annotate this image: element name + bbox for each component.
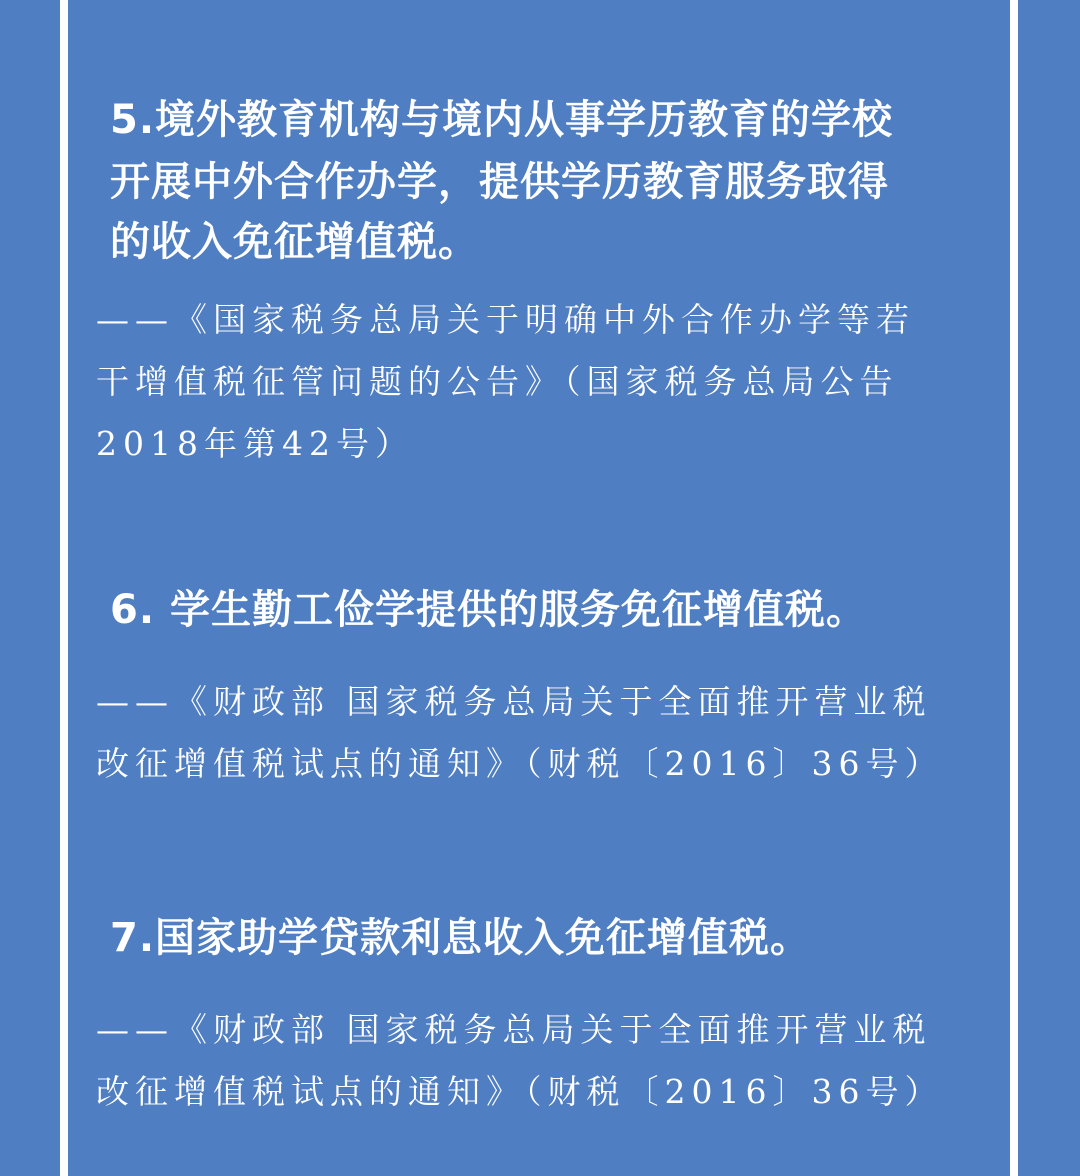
item-6-heading-line-1: 6. 学生勤工俭学提供的服务免征增值税。 (110, 587, 867, 633)
item-7-source-line-2: 改征增值税试点的通知》（财税〔2016〕36号） (96, 1072, 944, 1111)
item-5-source-line-1: ——《国家税务总局关于明确中外合作办学等若 (96, 300, 915, 339)
left-border-line (60, 0, 68, 1176)
right-border-line (1010, 0, 1018, 1176)
item-6-source-line-1: ——《财政部 国家税务总局关于全面推开营业税 (96, 682, 932, 721)
item-5-heading-line-2: 开展中外合作办学，提供学历教育服务取得 (110, 159, 889, 205)
item-5-source-line-3: 2018年第42号） (96, 424, 414, 463)
item-7-source-line-1: ——《财政部 国家税务总局关于全面推开营业税 (96, 1010, 932, 1049)
item-6-source-line-2: 改征增值税试点的通知》（财税〔2016〕36号） (96, 744, 944, 783)
item-5-heading-line-1: 5.境外教育机构与境内从事学历教育的学校 (110, 97, 894, 143)
item-5-source-line-2: 干增值税征管问题的公告》（国家税务总局公告 (96, 362, 899, 401)
item-7-heading-line-1: 7.国家助学贷款利息收入免征增值税。 (110, 915, 812, 961)
item-5-heading-line-3: 的收入免征增值税。 (110, 219, 479, 265)
